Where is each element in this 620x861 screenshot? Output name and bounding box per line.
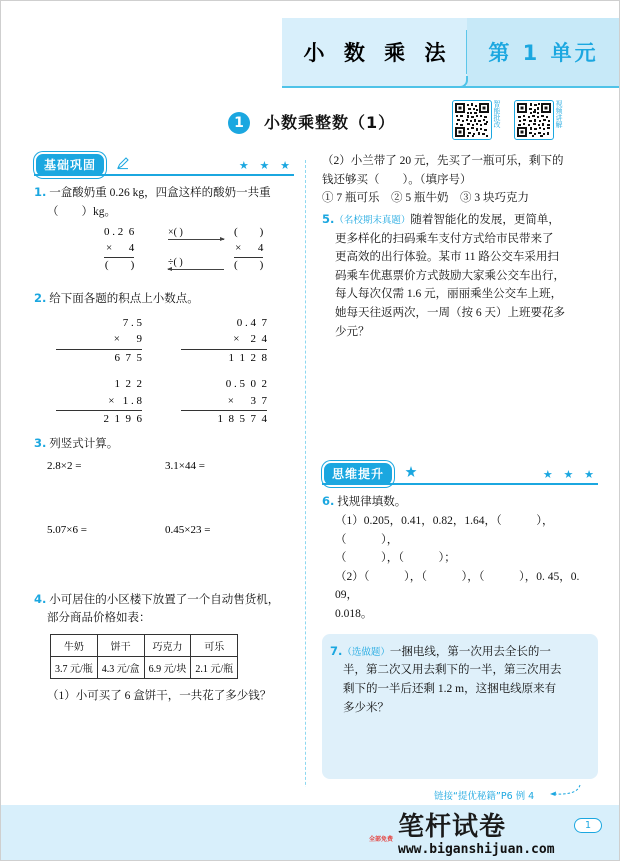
page-header: [282, 18, 620, 88]
page-title: 小 数 乘 法: [303, 41, 452, 65]
problem-3-expressions: [34, 460, 294, 536]
problem-6-text: 找规律填数。: [337, 496, 407, 509]
table-header-cola: 可乐: [191, 634, 238, 656]
qr-item-smart-grading[interactable]: [452, 100, 500, 140]
table-header-biscuit: 饼干: [97, 634, 144, 656]
calc-right-line1[interactable]: ( ): [234, 226, 264, 239]
qr-item-video-explanation[interactable]: [514, 100, 562, 140]
table-row-headers: [51, 634, 238, 656]
problem-5-line3: 更高效的出行体验。某市 11 路公交车采用扫: [335, 251, 559, 264]
expression-4[interactable]: 0.45×23 =: [165, 523, 211, 536]
difficulty-stars-basic: ★ ★ ★: [238, 160, 294, 172]
sparkle-icon: [404, 465, 418, 484]
watermark: [368, 812, 555, 857]
mult-item-4: [159, 376, 284, 428]
problem-5-line4: 码乘车优惠票价方式鼓励大家乘公交车出行，: [335, 269, 565, 282]
problem-2: [34, 289, 294, 309]
header-title-block: [282, 18, 467, 88]
problem-6-line3[interactable]: （2）（ ），（ ），（ ），0. 45，0. 09，: [335, 570, 580, 602]
header-divider: [466, 30, 467, 74]
problem-7: [330, 642, 588, 718]
table-row-prices: [51, 656, 238, 678]
arrow-multiply-label[interactable]: ×( ): [168, 227, 183, 239]
problem-7-line1: 一捆电线，第一次用去全长的一: [389, 645, 551, 658]
mult-2-c[interactable]: 1 1 2 8: [228, 351, 267, 364]
problem-4-line2: 部分商品价格如表：: [47, 612, 151, 625]
right-column: [322, 152, 598, 779]
expression-3[interactable]: 5.07×6 =: [47, 523, 87, 536]
video-explanation-qr-icon[interactable]: [514, 100, 554, 140]
problem-4-question-1: （1）小可买了 6 盒饼干，一共花了多少钱？: [47, 689, 272, 702]
mult-2-a: 0 . 4 7: [236, 316, 267, 329]
problem-4-q2-options[interactable]: ① 7 瓶可乐 ② 5 瓶牛奶 ③ 3 块巧克力: [322, 192, 529, 205]
section-rule-basic: [34, 174, 294, 176]
problem-1-calculation: [34, 225, 294, 287]
problem-6-line2[interactable]: （ ），（ ）；: [335, 552, 456, 565]
price-table: [50, 634, 238, 679]
header-unit-block: [467, 18, 620, 88]
problem-4: [34, 590, 294, 628]
problem-3-text: 列竖式计算。: [49, 437, 119, 450]
problem-2-text: 给下面各题的积点上小数点。: [49, 293, 199, 306]
watermark-url: www.biganshijuan.com: [398, 842, 555, 857]
calc-right-operand: [234, 225, 263, 274]
mult-4-a: 0 . 5 0 2: [225, 378, 267, 391]
problem-5-line2: 更多样化的扫码乘车支付方式给市民带来了: [335, 232, 554, 245]
section-header-basic: [34, 152, 294, 176]
mult-4-c[interactable]: 1 8 5 7 4: [217, 413, 267, 426]
smart-grading-qr-icon[interactable]: [452, 100, 492, 140]
calc-left-line1: 0 . 2 6: [104, 226, 135, 239]
problem-5-line7: 少元？: [335, 325, 370, 338]
problem-7-number: 7.: [330, 643, 343, 658]
mult-item-2: [159, 315, 284, 367]
section-badge-basic: 基础巩固: [34, 152, 106, 178]
problem-5-line5: 每人每次仅需 1.6 元，丽丽乘坐公交车上班，: [335, 288, 563, 301]
problem-6-number: 6.: [322, 494, 335, 509]
optional-problem-box: [322, 634, 598, 779]
arrow-right-line: [168, 239, 224, 240]
problem-7-line4: 多少米？: [343, 701, 389, 714]
qr-label-video-explanation: 视频讲解: [555, 100, 563, 128]
difficulty-stars-thinking: ★ ★ ★: [542, 469, 598, 482]
table-price-chocolate: 6.9 元/块: [144, 656, 191, 678]
mult-3-b: × 1 . 8: [56, 393, 142, 412]
problem-7-line3: 剩下的一半后还剩 1.2 m，这捆电线原来有: [343, 682, 557, 695]
table-price-biscuit: 4.3 元/盒: [97, 656, 144, 678]
mult-1-b: × 9: [56, 331, 142, 350]
problem-5-tag: （名校期末真题）: [334, 215, 411, 226]
footer-cutout: [0, 787, 386, 805]
problem-2-number: 2.: [34, 291, 47, 306]
mult-3-a: 1 2 2: [114, 378, 142, 391]
problem-5: [322, 210, 598, 341]
expression-1[interactable]: 2.8×2 =: [47, 459, 82, 472]
problem-1-blank-line[interactable]: （ ）kg。: [47, 205, 116, 218]
table-price-cola: 2.1 元/瓶: [191, 656, 238, 678]
problem-4-q2-line2[interactable]: 钱还够买（ ）。（填序号）: [322, 173, 472, 186]
section-rule-thinking: [322, 483, 598, 485]
watermark-brand: 笔杆试卷: [398, 812, 507, 842]
problem-6: [322, 492, 598, 623]
table-header-milk: 牛奶: [51, 634, 98, 656]
pencil-icon: [116, 156, 130, 175]
arrow-multiply: [168, 227, 224, 240]
column-divider: [305, 160, 306, 820]
reference-link-note: 链接“提优秘籍”P6 例 4: [434, 791, 535, 802]
mult-2-b: × 2 4: [181, 331, 267, 350]
expression-2[interactable]: 3.1×44 =: [165, 459, 205, 472]
table-header-chocolate: 巧克力: [144, 634, 191, 656]
problem-5-line6: 她每天往返两次，一周（按 6 天）上班要花多: [335, 307, 565, 319]
problem-3-number: 3.: [34, 435, 47, 450]
problem-1: [34, 183, 294, 221]
problem-4-text: 小可居住的小区楼下放置了一个自动售货机，: [49, 593, 280, 606]
mult-item-3: [34, 376, 159, 428]
mult-1-c[interactable]: 6 7 5: [114, 351, 142, 364]
unit-label: 第 1 单元: [488, 41, 599, 65]
table-price-milk: 3.7 元/瓶: [51, 656, 98, 678]
page-number-badge: 1: [574, 818, 602, 833]
qr-label-smart-grading: 智能批改: [493, 100, 501, 128]
problem-1-number: 1.: [34, 185, 47, 199]
qr-code-group: [452, 100, 562, 140]
arrow-divide-label[interactable]: ÷( ): [168, 257, 183, 269]
section-badge-thinking: 思维提升: [322, 461, 394, 487]
calc-left-operand: [104, 225, 134, 274]
arrow-divide: [168, 257, 224, 270]
problem-4-number: 4.: [34, 591, 47, 606]
arrow-left-line: [168, 269, 224, 270]
problem-1-text: 一盒酸奶重 0.26 kg，四盒这样的酸奶一共重: [49, 187, 271, 199]
problem-6-line4: 0.018。: [335, 608, 373, 620]
calc-right-line2: × 4: [234, 241, 263, 258]
calc-right-line3[interactable]: ( ): [234, 259, 264, 272]
lesson-number-badge: 1: [228, 112, 250, 134]
problem-7-line2: 半，第二次又用去剩下的一半，第三次用去: [343, 664, 562, 677]
calc-left-line3[interactable]: ( ): [104, 259, 135, 272]
calc-left-line2: × 4: [104, 241, 134, 258]
problem-6-line1[interactable]: （1）0.205，0.41，0.82，1.64，（ ），（ ），: [335, 514, 554, 546]
lesson-title: 小数乘整数（1）: [264, 113, 396, 132]
left-column: [34, 152, 294, 705]
curved-arrow-icon: [548, 784, 582, 798]
mult-1-a: 7 . 5: [122, 316, 142, 329]
problem-5-line1: 随着智能化的发展，更简单，: [410, 213, 560, 226]
problem-5-number: 5.: [322, 211, 335, 226]
mult-item-1: [34, 315, 159, 367]
mult-3-c[interactable]: 2 1 9 6: [103, 413, 142, 426]
section-header-thinking: [322, 461, 598, 485]
problem-3: [34, 434, 294, 454]
problem-2-columns: [34, 315, 294, 428]
problem-4-q2-line1: （2）小兰带了 20 元，先买了一瓶可乐，剩下的: [322, 155, 564, 167]
watermark-badge: 全部免费: [368, 836, 393, 843]
problem-7-tag: （选做题）: [342, 647, 390, 658]
mult-4-b: × 3 7: [181, 393, 267, 412]
problem-4-question-2: [322, 152, 598, 208]
